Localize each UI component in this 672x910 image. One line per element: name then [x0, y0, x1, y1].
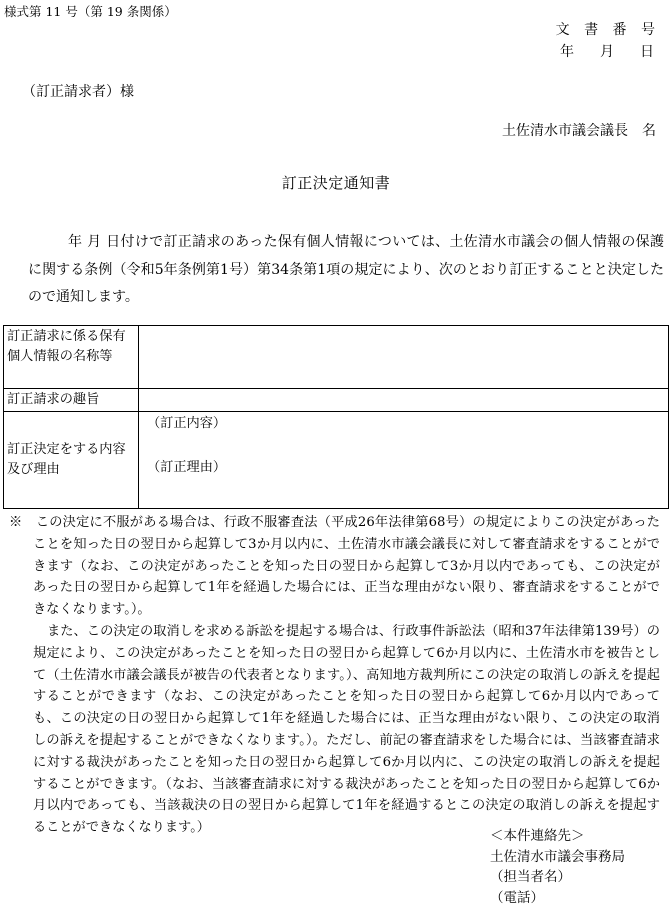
table-row [4, 389, 669, 412]
form-number: 様式第 11 号（第 19 条関係） [4, 4, 177, 19]
row2-value [139, 389, 669, 412]
notes [6, 512, 660, 839]
row3-value [139, 412, 669, 509]
note-appeal: ※ この決定に不服がある場合は、行政不服審査法（平成26年法律第68号）の規定によりこの決定があったことを知った日の翌日から起算して3か月以内に、土佐清水市議会議長に対して審査請求をすることができます（なお、この決定があったことを知った日の翌日から起算して3か月以内であっても、この決定があった日の翌日から起算して1年を経過した場合には、正当な理由がない限り、審査請求をすることができなくなります。）。 [9, 515, 660, 618]
document-number: 文 書 番 号 [555, 22, 660, 38]
info-table [3, 325, 669, 509]
contact-phone: （電話） [490, 889, 544, 906]
row1-value [139, 326, 669, 389]
contact-heading: ＜本件連絡先＞ [490, 828, 585, 844]
row3-label: 訂正決定をする内容及び理由 [4, 412, 139, 509]
body-text [28, 229, 664, 312]
contact-block [490, 826, 625, 908]
addressee: （訂正請求者）様 [22, 84, 134, 100]
row2-label: 訂正請求の趣旨 [4, 389, 139, 412]
contact-person: （担当者名） [490, 869, 571, 885]
body-paragraph: 年 月 日付けで訂正請求のあった保有個人情報については、土佐清水市議会の個人情報の保護に関する条例（令和5年条例第1号）第34条第1項の規定により、次のとおり訂正することと決定したので通知します。 [28, 234, 664, 305]
row1-label: 訂正請求に係る保有個人情報の名称等 [4, 326, 139, 389]
document-date: 年 月 日 [560, 44, 660, 60]
note-lawsuit: また、この決定の取消しを求める訴訟を提起する場合は、行政事件訴訟法（昭和37年法律第139号）の規定により、この決定があったことを知った日の翌日から起算して6か月以内に、土佐清水市を被告として（土佐清水市議会議長が被告の代表者となります。）、高知地方裁判所にこの決定の取消しの訴えを提起することができます（なお、この決定があったことを知った日の翌日から起算して6か月以内であっても、この決定の日の翌日から起算して1年を経過した場合には、正当な理由がない限り、この決定の取消しの訴えを提起することができなくなります。）。ただし、前記の審査請求をした場合には、当該審査請求に対する裁決があったことを知った日の翌日から起算して6か月以内に、この決定の取消しの訴えを提起することができます。（なお、当該審査請求に対する裁決があったことを知った日の翌日から起算して6か月以内であっても、当該裁決の日の翌日から起算して1年を経過するとこの決定の取消しの訴えを提起することができなくなります。） [33, 623, 660, 836]
table-row [4, 326, 669, 389]
sender: 土佐清水市議会議長 名 [502, 123, 656, 139]
document-title: 訂正決定通知書 [281, 174, 391, 192]
correction-reason-label: （訂正理由） [147, 460, 227, 475]
correction-content-label: （訂正内容） [147, 416, 227, 431]
contact-office: 土佐清水市議会事務局 [490, 848, 625, 865]
table-row [4, 412, 669, 509]
